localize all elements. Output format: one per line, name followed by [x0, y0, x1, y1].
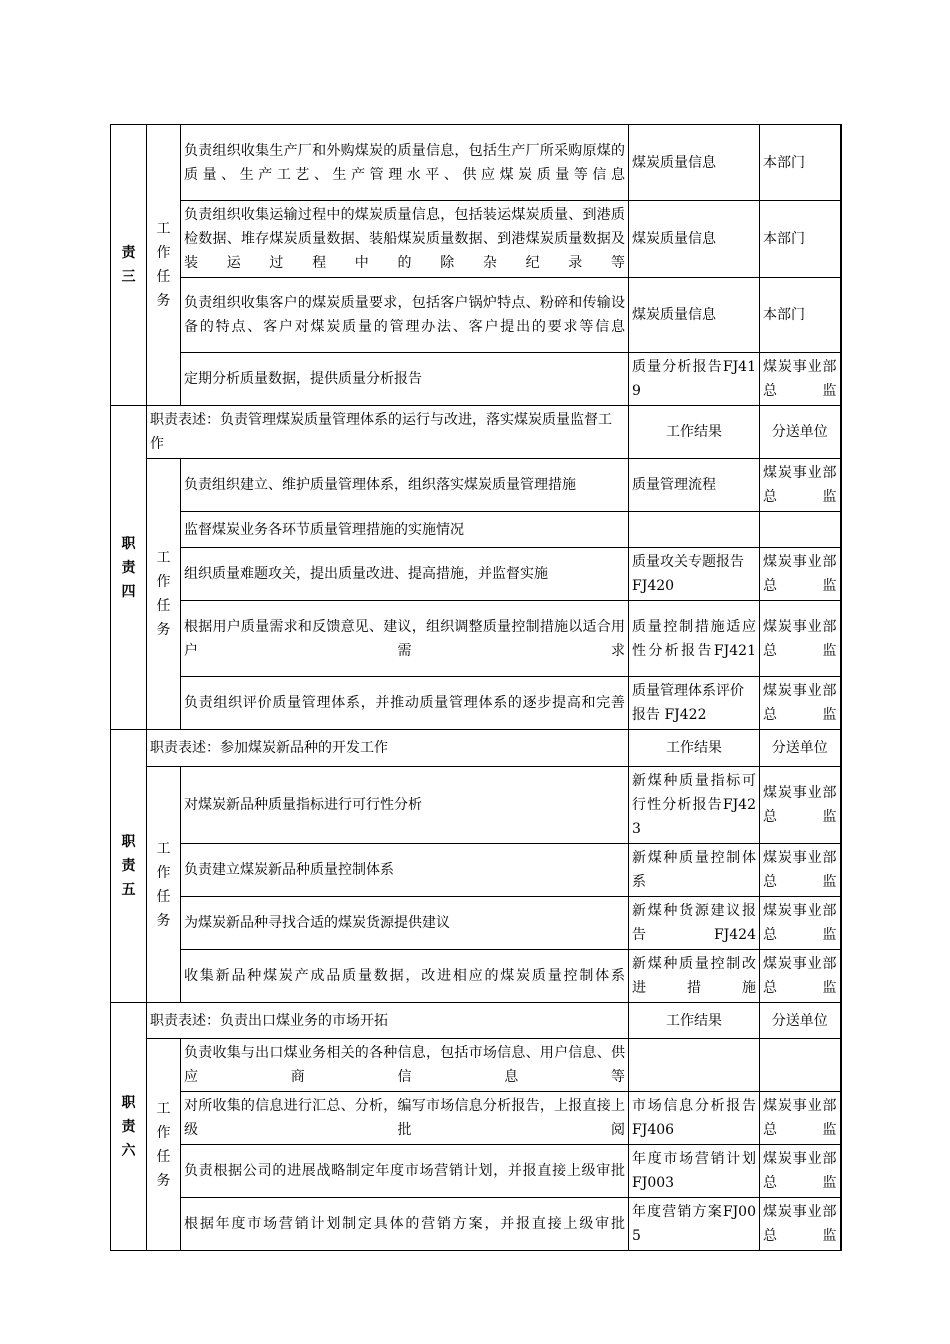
table-row — [111, 278, 841, 353]
task-cell: 负责组织建立、维护质量管理体系，组织落实煤炭质量管理措施 — [181, 459, 629, 512]
sub-label: 工作任务 — [147, 767, 181, 1003]
result-cell: 质量攻关专题报告 FJ420 — [629, 548, 760, 601]
result-cell: 煤炭质量信息 — [629, 278, 760, 353]
result-cell: 新煤种质量指标可行性分析报告FJ423 — [629, 767, 760, 844]
duty-label: 职责六 — [111, 1003, 147, 1251]
result-cell: 新煤种质量控制体系 — [629, 844, 760, 897]
result-cell: 年度市场营销计划 FJ003 — [629, 1145, 760, 1198]
dist-cell: 煤炭事业部总监 — [760, 677, 841, 730]
result-cell: 新煤种货源建议报告 FJ424 — [629, 897, 760, 950]
result-cell: 煤炭质量信息 — [629, 125, 760, 201]
task-cell: 负责建立煤炭新品种质量控制体系 — [181, 844, 629, 897]
table-row — [111, 125, 841, 201]
duty-label: 职责五 — [111, 730, 147, 1003]
dist-cell: 煤炭事业部总监 — [760, 548, 841, 601]
sub-label: 工作任务 — [147, 459, 181, 730]
table-row — [111, 897, 841, 950]
dist-cell: 煤炭事业部总监 — [760, 844, 841, 897]
table-row — [111, 459, 841, 512]
result-cell: 质量控制措施适应性分析报告FJ421 — [629, 601, 760, 677]
table-row — [111, 767, 841, 844]
col-result-header: 工作结果 — [629, 730, 760, 767]
table-row — [111, 1198, 841, 1251]
task-cell: 监督煤炭业务各环节质量管理措施的实施情况 — [181, 512, 629, 548]
dist-cell — [760, 1039, 841, 1092]
duty-description: 职责表述：负责出口煤业务的市场开拓 — [147, 1003, 629, 1039]
dist-cell: 煤炭事业部总监 — [760, 1198, 841, 1251]
dist-cell: 煤炭事业部总监 — [760, 459, 841, 512]
col-result-header: 工作结果 — [629, 406, 760, 459]
col-dist-header: 分送单位 — [760, 1003, 841, 1039]
duty-table — [110, 124, 842, 1251]
result-cell: 新煤种质量控制改进措施 — [629, 950, 760, 1003]
task-cell: 根据年度市场营销计划制定具体的营销方案，并报直接上级审批 — [181, 1198, 629, 1251]
table-row — [111, 1145, 841, 1198]
table-row — [111, 950, 841, 1003]
task-cell: 根据用户质量需求和反馈意见、建议，组织调整质量控制措施以适合用户需求 — [181, 601, 629, 677]
result-cell: 煤炭质量信息 — [629, 201, 760, 278]
col-dist-header: 分送单位 — [760, 730, 841, 767]
dist-cell: 煤炭事业部总监 — [760, 1092, 841, 1145]
result-cell: 质量管理流程 — [629, 459, 760, 512]
table-row — [111, 512, 841, 548]
table-row — [111, 601, 841, 677]
table-row — [111, 201, 841, 278]
table-row — [111, 1003, 841, 1039]
result-cell: 年度营销方案FJ005 — [629, 1198, 760, 1251]
col-dist-header: 分送单位 — [760, 406, 841, 459]
task-cell: 负责组织收集生产厂和外购煤炭的质量信息，包括生产厂所采购原煤的质量、生产工艺、生产管理水平、供应煤炭质量等信息 — [181, 125, 629, 201]
result-cell — [629, 1039, 760, 1092]
table-row — [111, 353, 841, 406]
duty-description: 职责表述：参加煤炭新品种的开发工作 — [147, 730, 629, 767]
col-result-header: 工作结果 — [629, 1003, 760, 1039]
task-cell: 对所收集的信息进行汇总、分析，编写市场信息分析报告，上报直接上级批阅 — [181, 1092, 629, 1145]
task-cell: 收集新品种煤炭产成品质量数据，改进相应的煤炭质量控制体系 — [181, 950, 629, 1003]
dist-cell: 煤炭事业部总监 — [760, 897, 841, 950]
task-cell: 负责组织评价质量管理体系，并推动质量管理体系的逐步提高和完善 — [181, 677, 629, 730]
table-row — [111, 548, 841, 601]
task-cell: 负责组织收集客户的煤炭质量要求，包括客户锅炉特点、粉碎和传输设备的特点、客户对煤炭质量的管理办法、客户提出的要求等信息 — [181, 278, 629, 353]
duty-label: 责三 — [111, 125, 147, 406]
result-cell: 质量分析报告FJ419 — [629, 353, 760, 406]
dist-cell: 煤炭事业部总监 — [760, 601, 841, 677]
task-cell: 负责收集与出口煤业务相关的各种信息，包括市场信息、用户信息、供应商信息等 — [181, 1039, 629, 1092]
sub-label: 工作任务 — [147, 1039, 181, 1251]
duty-description: 职责表述：负责管理煤炭质量管理体系的运行与改进，落实煤炭质量监督工作 — [147, 406, 629, 459]
table-row — [111, 677, 841, 730]
dist-cell: 煤炭事业部总监 — [760, 353, 841, 406]
dist-cell: 本部门 — [760, 201, 841, 278]
result-cell: 市场信息分析报告 FJ406 — [629, 1092, 760, 1145]
table-row — [111, 1092, 841, 1145]
dist-cell: 本部门 — [760, 278, 841, 353]
table-row — [111, 1039, 841, 1092]
task-cell: 定期分析质量数据，提供质量分析报告 — [181, 353, 629, 406]
table-row — [111, 406, 841, 459]
task-cell: 对煤炭新品种质量指标进行可行性分析 — [181, 767, 629, 844]
dist-cell: 煤炭事业部总监 — [760, 767, 841, 844]
task-cell: 负责组织收集运输过程中的煤炭质量信息，包括装运煤炭质量、到港质检数据、堆存煤炭质量数据、装船煤炭质量数据、到港煤炭质量数据及装运过程中的除杂纪录等 — [181, 201, 629, 278]
task-cell: 组织质量难题攻关，提出质量改进、提高措施，并监督实施 — [181, 548, 629, 601]
table-row — [111, 730, 841, 767]
task-cell: 负责根据公司的进展战略制定年度市场营销计划，并报直接上级审批 — [181, 1145, 629, 1198]
table-row — [111, 844, 841, 897]
dist-cell: 煤炭事业部总监 — [760, 1145, 841, 1198]
result-cell: 质量管理体系评价报告 FJ422 — [629, 677, 760, 730]
result-cell — [629, 512, 760, 548]
dist-cell — [760, 512, 841, 548]
duty-label: 职责四 — [111, 406, 147, 730]
task-cell: 为煤炭新品种寻找合适的煤炭货源提供建议 — [181, 897, 629, 950]
sub-label: 工作任务 — [147, 125, 181, 406]
dist-cell: 本部门 — [760, 125, 841, 201]
dist-cell: 煤炭事业部总监 — [760, 950, 841, 1003]
